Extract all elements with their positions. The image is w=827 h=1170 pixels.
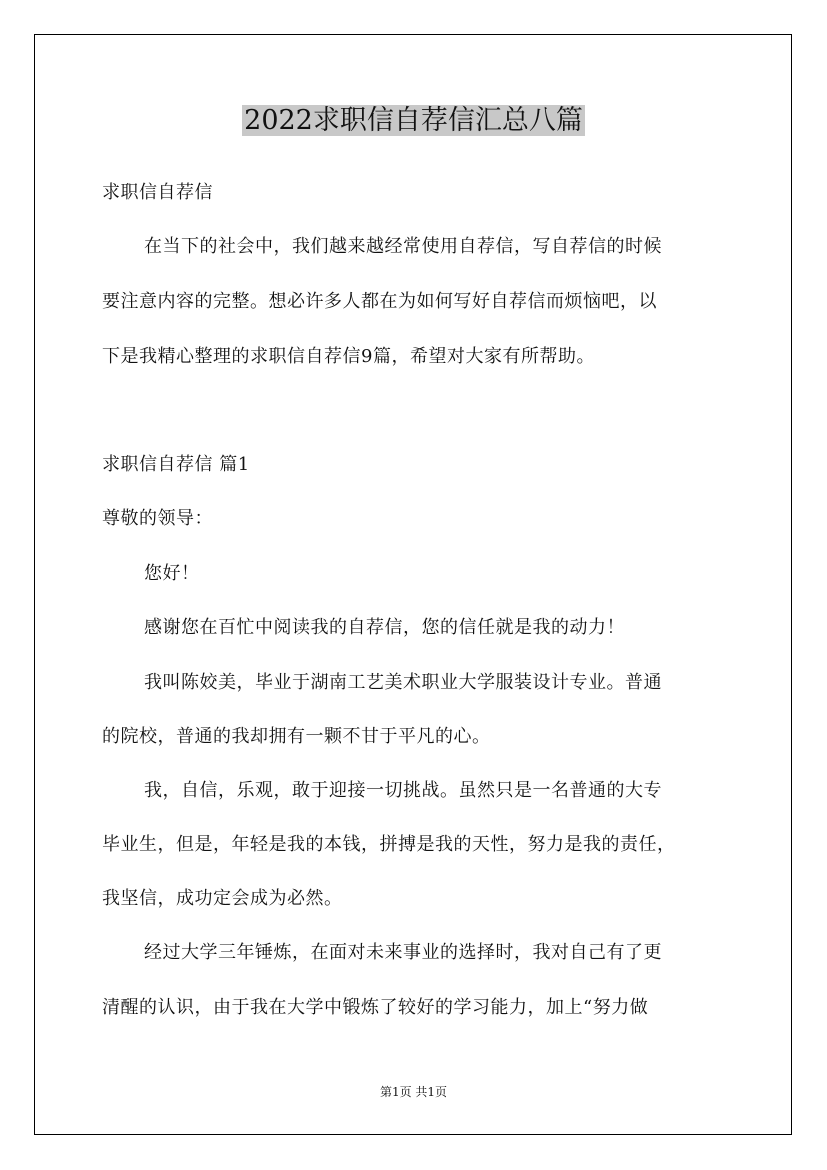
paragraph-line: 清醒的认识，由于我在大学中锻炼了较好的学习能力，加上“努力做 bbox=[102, 997, 649, 1018]
greeting: 您好！ bbox=[144, 563, 200, 584]
section-heading: 求职信自荐信 bbox=[102, 182, 213, 203]
paragraph-line: 经过大学三年锤炼，在面对未来事业的选择时，我对自己有了更 bbox=[144, 942, 662, 963]
document-title-text: 2022求职信自荐信汇总八篇 bbox=[244, 105, 583, 136]
paragraph-line: 要注意内容的完整。想必许多人都在为如何写好自荐信而烦恼吧，以 bbox=[102, 291, 657, 312]
page-footer: 第1页 共1页 bbox=[379, 1085, 448, 1099]
paragraph-line: 的院校，普通的我却拥有一颗不甘于平凡的心。 bbox=[102, 726, 491, 747]
paragraph-line: 在当下的社会中，我们越来越经常使用自荐信，写自荐信的时候 bbox=[144, 236, 662, 257]
document-title bbox=[0, 101, 827, 141]
paragraph-line: 我叫陈姣美，毕业于湖南工艺美术职业大学服装设计专业。普通 bbox=[144, 672, 662, 693]
paragraph-line: 下是我精心整理的求职信自荐信9篇，希望对大家有所帮助。 bbox=[102, 346, 595, 367]
paragraph-line: 感谢您在百忙中阅读我的自荐信，您的信任就是我的动力！ bbox=[144, 617, 625, 638]
paragraph-line: 毕业生，但是，年轻是我的本钱，拼搏是我的天性，努力是我的责任， bbox=[102, 834, 676, 855]
article-heading: 求职信自荐信 篇1 bbox=[102, 454, 250, 475]
salutation: 尊敬的领导： bbox=[102, 508, 213, 529]
paragraph-line: 我，自信，乐观，敢于迎接一切挑战。虽然只是一名普通的大专 bbox=[144, 780, 662, 801]
paragraph-line: 我坚信，成功定会成为必然。 bbox=[102, 888, 343, 909]
